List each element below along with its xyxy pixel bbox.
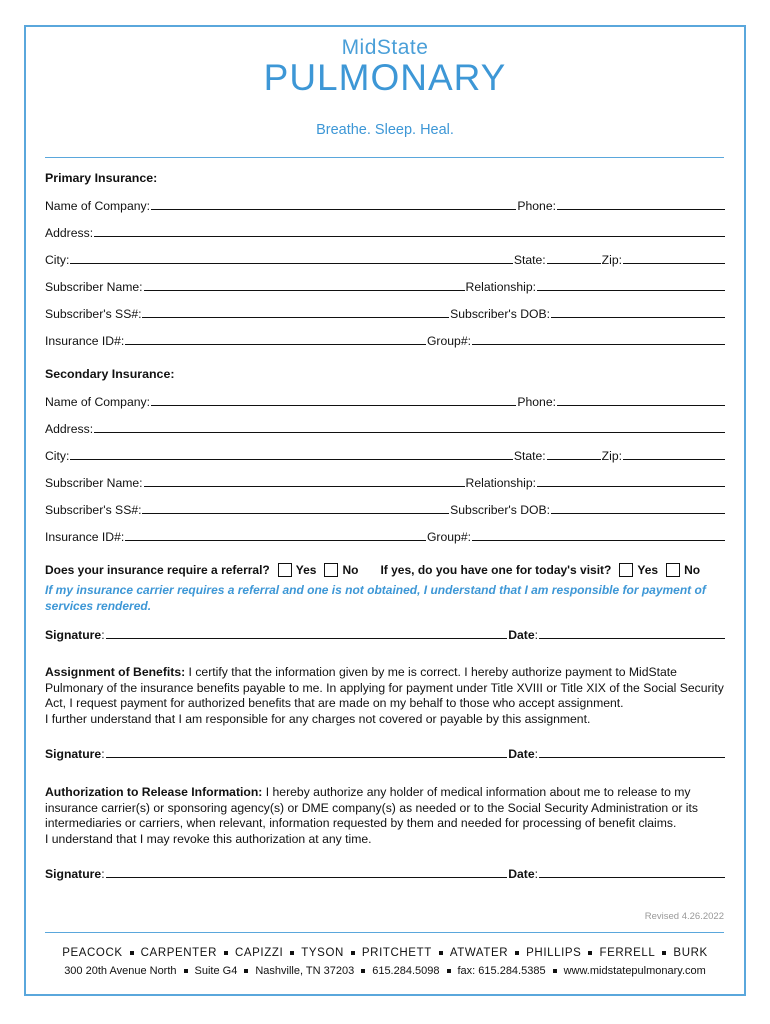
secondary-group-field[interactable]	[472, 529, 725, 541]
primary-city-field[interactable]	[70, 252, 512, 264]
address-item: www.midstatepulmonary.com	[563, 965, 706, 977]
ss-label: Subscriber's SS#:	[45, 307, 142, 321]
separator-bullet	[662, 951, 666, 955]
authorization-text-2: I understand that I may revoke this authorization at any time.	[45, 831, 372, 846]
subscriber-label: Subscriber Name:	[45, 476, 143, 490]
signature-row-2: Signature: Date:	[45, 746, 726, 761]
separator-bullet	[553, 969, 557, 973]
city-label: City:	[45, 449, 70, 463]
signature-field-3[interactable]	[106, 866, 508, 878]
date-field-2[interactable]	[539, 746, 725, 758]
primary-phone-field[interactable]	[557, 198, 725, 210]
secondary-phone-field[interactable]	[557, 394, 725, 406]
physician-name: ATWATER	[449, 947, 509, 959]
city-label: City:	[45, 253, 70, 267]
referral-no-label: No	[342, 563, 359, 577]
signature-label: Signature	[45, 628, 102, 642]
secondary-id-field[interactable]	[125, 529, 426, 541]
separator-bullet	[351, 951, 355, 955]
company-label: Name of Company:	[45, 199, 150, 213]
practice-address	[0, 965, 770, 977]
separator-bullet	[244, 969, 248, 973]
referral-row	[45, 563, 726, 577]
authorization-title: Authorization to Release Information:	[45, 785, 263, 799]
insurance-id-label: Insurance ID#:	[45, 530, 125, 544]
physician-name: CAPIZZI	[234, 947, 284, 959]
secondary-city-field[interactable]	[70, 448, 512, 460]
primary-ss-field[interactable]	[142, 306, 449, 318]
referral-question: Does your insurance require a referral?	[45, 563, 270, 577]
assignment-text: I certify that the information given by me is correct. I hereby authorize payment to MidState Pulmonary of the insurance benefits payable to me. In applying for payment under Title XVIII or Title XIX of the Social Security Act, I request payment for authorized benefits that are made on my behalf to those who accept assignment.	[45, 665, 724, 710]
separator-bullet	[439, 951, 443, 955]
date-field-1[interactable]	[539, 627, 725, 639]
physician-name: CARPENTER	[140, 947, 217, 959]
primary-company-field[interactable]	[151, 198, 516, 210]
visit-yes-label: Yes	[637, 563, 659, 577]
physician-name: BURK	[673, 947, 708, 959]
relationship-label: Relationship:	[465, 476, 536, 490]
signature-row-1: Signature: Date:	[45, 627, 726, 642]
secondary-ss-field[interactable]	[142, 502, 449, 514]
primary-subscriber-field[interactable]	[144, 279, 465, 291]
visit-no-label: No	[684, 563, 701, 577]
secondary-zip-field[interactable]	[623, 448, 725, 460]
visit-yes-checkbox[interactable]	[619, 563, 633, 577]
primary-id-row	[45, 333, 726, 349]
footer-divider	[45, 932, 724, 933]
state-label: State:	[513, 449, 546, 463]
signature-field-1[interactable]	[106, 627, 508, 639]
logo-midstate: MidState	[341, 36, 429, 59]
assignment-text-2: I further understand that I am responsible for any charges not covered or payable by this assignment.	[45, 711, 591, 726]
separator-bullet	[184, 969, 188, 973]
primary-state-field[interactable]	[547, 252, 601, 264]
header-divider	[45, 157, 724, 158]
secondary-company-field[interactable]	[151, 394, 516, 406]
assignment-title: Assignment of Benefits:	[45, 665, 186, 679]
secondary-relationship-field[interactable]	[537, 475, 725, 487]
separator-bullet	[290, 951, 294, 955]
address-item: 615.284.5098	[372, 965, 440, 977]
referral-yes-checkbox[interactable]	[278, 563, 292, 577]
referral-yes-label: Yes	[295, 563, 317, 577]
signature-row-3: Signature: Date:	[45, 866, 726, 881]
secondary-address-field[interactable]	[94, 421, 725, 433]
date-field-3[interactable]	[539, 866, 725, 878]
separator-bullet	[361, 969, 365, 973]
primary-address-row	[45, 225, 726, 241]
relationship-label: Relationship:	[465, 280, 536, 294]
date-label: Date	[508, 747, 535, 761]
primary-id-field[interactable]	[125, 333, 426, 345]
secondary-subscriber-field[interactable]	[144, 475, 465, 487]
signature-label: Signature	[45, 747, 102, 761]
address-item: fax: 615.284.5385	[457, 965, 546, 977]
visit-no-checkbox[interactable]	[666, 563, 680, 577]
address-item: Nashville, TN 37203	[255, 965, 355, 977]
date-label: Date	[508, 628, 535, 642]
address-item: 300 20th Avenue North	[64, 965, 177, 977]
ss-label: Subscriber's SS#:	[45, 503, 142, 517]
logo-pulmonary: PULMONARY	[263, 57, 507, 98]
dob-label: Subscriber's DOB:	[450, 503, 550, 517]
group-label: Group#:	[426, 530, 471, 544]
signature-field-2[interactable]	[106, 746, 508, 758]
secondary-insurance-heading: Secondary Insurance:	[45, 367, 175, 381]
secondary-subscriber-row	[45, 475, 726, 491]
phone-label: Phone:	[517, 395, 556, 409]
primary-insurance-heading: Primary Insurance:	[45, 171, 158, 185]
primary-city-row	[45, 252, 726, 268]
physician-name: TYSON	[301, 947, 344, 959]
primary-zip-field[interactable]	[623, 252, 725, 264]
address-item: Suite G4	[194, 965, 238, 977]
secondary-company-row	[45, 394, 726, 410]
revised-date: Revised 4.26.2022	[644, 911, 724, 922]
group-label: Group#:	[426, 334, 471, 348]
physician-name: PEACOCK	[62, 947, 123, 959]
referral-note: If my insurance carrier requires a referral and one is not obtained, I understand that I am responsible for payment of services rendered.	[45, 583, 706, 613]
secondary-address-row	[45, 421, 726, 437]
primary-ss-row	[45, 306, 726, 322]
physician-name: FERRELL	[599, 947, 656, 959]
separator-bullet	[130, 951, 134, 955]
address-label: Address:	[45, 226, 94, 240]
separator-bullet	[224, 951, 228, 955]
physician-name: PRITCHETT	[361, 947, 432, 959]
secondary-ss-row	[45, 502, 726, 518]
primary-address-field[interactable]	[94, 225, 725, 237]
dob-label: Subscriber's DOB:	[450, 307, 550, 321]
date-label: Date	[508, 867, 535, 881]
secondary-id-row	[45, 529, 726, 545]
referral-no-checkbox[interactable]	[324, 563, 338, 577]
secondary-dob-field[interactable]	[551, 502, 725, 514]
separator-bullet	[447, 969, 451, 973]
primary-group-field[interactable]	[472, 333, 725, 345]
physician-names	[0, 947, 770, 959]
address-label: Address:	[45, 422, 94, 436]
authorization-text: I hereby authorize any holder of medical information about me to release to my insurance carrier(s) or sponsoring agency(s) or DME company(s) as needed or to the Social Security Administration or its intermediaries or carriers, when relevant, information requested by them and needed for processing of benefit claims.	[45, 785, 698, 830]
company-label: Name of Company:	[45, 395, 150, 409]
authorization-to-release	[45, 785, 726, 847]
physician-name: PHILLIPS	[526, 947, 582, 959]
phone-label: Phone:	[517, 199, 556, 213]
zip-label: Zip:	[601, 449, 622, 463]
primary-subscriber-row	[45, 279, 726, 295]
tagline: Breathe. Sleep. Heal.	[316, 122, 454, 138]
separator-bullet	[588, 951, 592, 955]
primary-dob-field[interactable]	[551, 306, 725, 318]
secondary-state-field[interactable]	[547, 448, 601, 460]
signature-label: Signature	[45, 867, 102, 881]
primary-company-row	[45, 198, 726, 214]
referral-question-2: If yes, do you have one for today's visit?	[380, 563, 612, 577]
subscriber-label: Subscriber Name:	[45, 280, 143, 294]
state-label: State:	[513, 253, 546, 267]
primary-relationship-field[interactable]	[537, 279, 725, 291]
secondary-city-row	[45, 448, 726, 464]
separator-bullet	[515, 951, 519, 955]
zip-label: Zip:	[601, 253, 622, 267]
assignment-of-benefits	[45, 665, 726, 727]
insurance-id-label: Insurance ID#:	[45, 334, 125, 348]
